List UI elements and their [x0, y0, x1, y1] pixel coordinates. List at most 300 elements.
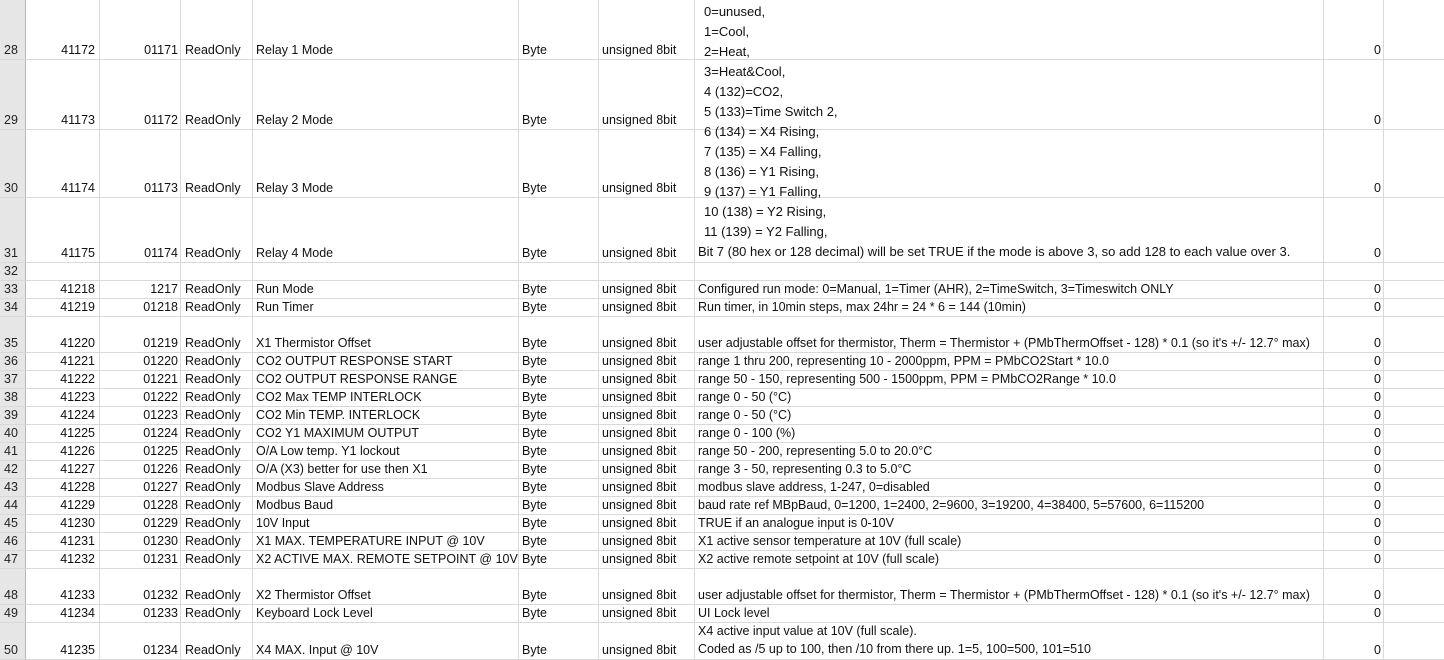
description-cell[interactable]	[695, 317, 1324, 352]
access-cell[interactable]	[181, 198, 253, 262]
parameter-name-cell[interactable]	[253, 425, 519, 442]
access-cell-text: ReadOnly	[185, 426, 241, 440]
parameter-name-cell-text: X1 Thermistor Offset	[256, 336, 371, 350]
row-number[interactable]	[0, 407, 26, 424]
format-cell[interactable]	[599, 623, 695, 659]
parameter-name-cell-text: Modbus Baud	[256, 498, 334, 512]
row-number[interactable]	[0, 389, 26, 406]
description-cell[interactable]	[695, 263, 1324, 280]
register-cell[interactable]	[100, 461, 181, 478]
table-row[interactable]	[0, 533, 1444, 551]
description-line: Coded as /5 up to 100, then /10 from there up. 1=5, 100=500, 101=510	[698, 642, 1092, 656]
format-cell[interactable]	[599, 263, 695, 280]
modbus-address-cell[interactable]	[26, 0, 100, 59]
row-number[interactable]	[0, 605, 26, 622]
parameter-name-cell[interactable]	[253, 533, 519, 550]
format-cell-text: unsigned 8bit	[602, 408, 677, 422]
register-cell[interactable]	[100, 479, 181, 496]
register-cell-text: 01172	[144, 113, 178, 127]
register-cell[interactable]	[100, 407, 181, 424]
format-cell[interactable]	[599, 461, 695, 478]
description-cell[interactable]	[695, 461, 1324, 478]
data-type-cell[interactable]	[519, 497, 599, 514]
register-cell[interactable]	[100, 389, 181, 406]
format-cell[interactable]	[599, 389, 695, 406]
modbus-address-cell[interactable]	[26, 353, 100, 370]
format-cell[interactable]	[599, 0, 695, 59]
format-cell[interactable]	[599, 425, 695, 442]
description-cell[interactable]	[695, 353, 1324, 370]
description-cell[interactable]	[695, 281, 1324, 298]
parameter-name-cell[interactable]	[253, 461, 519, 478]
data-type-cell[interactable]	[519, 371, 599, 388]
access-cell[interactable]	[181, 443, 253, 460]
format-cell-text: unsigned 8bit	[602, 246, 677, 260]
modbus-address-cell[interactable]	[26, 60, 100, 129]
register-cell-text: 01229	[143, 516, 178, 530]
register-cell[interactable]	[100, 551, 181, 568]
parameter-name-cell[interactable]	[253, 497, 519, 514]
description-cell[interactable]	[695, 515, 1324, 532]
description-cell-text: Configured run mode: 0=Manual, 1=Timer (AHR), 2=TimeSwitch, 3=Timeswitch ONLY	[698, 282, 1174, 296]
modbus-address-cell[interactable]	[26, 299, 100, 316]
empty-cell[interactable]	[1384, 623, 1444, 659]
row-number[interactable]	[0, 551, 26, 568]
relay-mode-line: 0=unused,	[704, 4, 766, 19]
format-cell[interactable]	[599, 479, 695, 496]
row-number-text: 47	[4, 552, 18, 566]
empty-cell[interactable]	[1384, 60, 1444, 129]
register-cell[interactable]	[100, 371, 181, 388]
access-cell[interactable]	[181, 605, 253, 622]
data-type-cell[interactable]	[519, 479, 599, 496]
modbus-address-cell[interactable]	[26, 515, 100, 532]
format-cell[interactable]	[599, 130, 695, 197]
value-cell[interactable]	[1324, 605, 1384, 622]
access-cell[interactable]	[181, 317, 253, 352]
description-cell[interactable]	[695, 479, 1324, 496]
access-cell[interactable]	[181, 371, 253, 388]
parameter-name-cell[interactable]	[253, 130, 519, 197]
modbus-address-cell-text: 41173	[61, 113, 95, 127]
description-cell-text: baud rate ref MBpBaud, 0=1200, 1=2400, 2=9600, 3=19200, 4=38400, 5=57600, 6=115200	[698, 498, 1205, 512]
value-cell-text: 0	[1374, 552, 1381, 566]
data-type-cell-text: Byte	[522, 113, 548, 127]
data-type-cell[interactable]	[519, 263, 599, 280]
access-cell[interactable]	[181, 461, 253, 478]
data-type-cell[interactable]	[519, 569, 599, 604]
row-number[interactable]	[0, 515, 26, 532]
format-cell[interactable]	[599, 605, 695, 622]
row-number-text: 29	[4, 113, 18, 127]
modbus-address-cell[interactable]	[26, 317, 100, 352]
value-cell[interactable]	[1324, 497, 1384, 514]
access-cell[interactable]	[181, 60, 253, 129]
parameter-name-cell[interactable]	[253, 407, 519, 424]
row-number[interactable]	[0, 130, 26, 197]
register-cell[interactable]	[100, 623, 181, 659]
row-number[interactable]	[0, 425, 26, 442]
empty-cell[interactable]	[1384, 605, 1444, 622]
data-type-cell[interactable]	[519, 443, 599, 460]
modbus-address-cell[interactable]	[26, 461, 100, 478]
description-cell[interactable]	[695, 443, 1324, 460]
row-number-text: 28	[4, 43, 18, 57]
data-type-cell[interactable]	[519, 353, 599, 370]
access-cell-text: ReadOnly	[185, 606, 241, 620]
access-cell[interactable]	[181, 551, 253, 568]
row-number[interactable]	[0, 497, 26, 514]
table-row[interactable]	[0, 479, 1444, 497]
table-row[interactable]	[0, 407, 1444, 425]
modbus-address-cell[interactable]	[26, 198, 100, 262]
access-cell[interactable]	[181, 479, 253, 496]
value-cell[interactable]	[1324, 198, 1384, 262]
empty-cell[interactable]	[1384, 551, 1444, 568]
data-type-cell[interactable]	[519, 407, 599, 424]
value-cell[interactable]	[1324, 623, 1384, 659]
parameter-name-cell[interactable]	[253, 443, 519, 460]
access-cell[interactable]	[181, 533, 253, 550]
access-cell-text: ReadOnly	[185, 516, 241, 530]
format-cell[interactable]	[599, 443, 695, 460]
format-cell[interactable]	[599, 371, 695, 388]
modbus-address-cell[interactable]	[26, 605, 100, 622]
parameter-name-cell[interactable]	[253, 569, 519, 604]
format-cell[interactable]	[599, 515, 695, 532]
parameter-name-cell-text: O/A Low temp. Y1 lockout	[256, 444, 400, 458]
row-number[interactable]	[0, 371, 26, 388]
value-cell[interactable]	[1324, 389, 1384, 406]
value-cell[interactable]	[1324, 551, 1384, 568]
format-cell[interactable]	[599, 569, 695, 604]
empty-cell[interactable]	[1384, 299, 1444, 316]
modbus-address-cell[interactable]	[26, 389, 100, 406]
value-cell-text: 0	[1374, 516, 1381, 530]
row-number-text: 50	[4, 643, 18, 657]
data-type-cell[interactable]	[519, 461, 599, 478]
value-cell[interactable]	[1324, 353, 1384, 370]
table-row[interactable]	[0, 569, 1444, 605]
empty-cell[interactable]	[1384, 407, 1444, 424]
modbus-address-cell[interactable]	[26, 263, 100, 280]
relay-mode-line: 4 (132)=CO2,	[704, 84, 784, 99]
empty-cell[interactable]	[1384, 533, 1444, 550]
value-cell[interactable]	[1324, 371, 1384, 388]
relay-mode-line: 7 (135) = X4 Falling,	[704, 144, 822, 159]
data-type-cell-text: Byte	[522, 462, 548, 476]
modbus-address-cell[interactable]	[26, 425, 100, 442]
table-row[interactable]	[0, 515, 1444, 533]
value-cell[interactable]	[1324, 281, 1384, 298]
row-number[interactable]	[0, 281, 26, 298]
description-cell-text: range 3 - 50, representing 0.3 to 5.0°C	[698, 462, 912, 476]
empty-cell[interactable]	[1384, 425, 1444, 442]
modbus-address-cell-text: 41222	[60, 372, 95, 386]
description-cell[interactable]	[695, 623, 1324, 659]
access-cell[interactable]	[181, 515, 253, 532]
access-cell-text: ReadOnly	[185, 181, 241, 195]
modbus-address-cell[interactable]	[26, 551, 100, 568]
value-cell[interactable]	[1324, 317, 1384, 352]
register-cell[interactable]	[100, 317, 181, 352]
access-cell[interactable]	[181, 353, 253, 370]
table-row[interactable]	[0, 497, 1444, 515]
register-cell[interactable]	[100, 497, 181, 514]
format-cell-text: unsigned 8bit	[602, 534, 677, 548]
access-cell[interactable]	[181, 130, 253, 197]
register-cell[interactable]	[100, 515, 181, 532]
parameter-name-cell[interactable]	[253, 605, 519, 622]
row-number[interactable]	[0, 198, 26, 262]
data-type-cell[interactable]	[519, 605, 599, 622]
format-cell[interactable]	[599, 281, 695, 298]
parameter-name-cell[interactable]	[253, 353, 519, 370]
description-cell[interactable]	[695, 533, 1324, 550]
data-type-cell-text: Byte	[522, 390, 548, 404]
format-cell[interactable]	[599, 299, 695, 316]
value-cell[interactable]	[1324, 407, 1384, 424]
empty-cell[interactable]	[1384, 371, 1444, 388]
access-cell[interactable]	[181, 299, 253, 316]
description-cell[interactable]	[695, 605, 1324, 622]
row-number[interactable]	[0, 0, 26, 59]
parameter-name-cell[interactable]	[253, 198, 519, 262]
value-cell[interactable]	[1324, 0, 1384, 59]
modbus-address-cell[interactable]	[26, 623, 100, 659]
data-type-cell[interactable]	[519, 515, 599, 532]
empty-cell[interactable]	[1384, 130, 1444, 197]
format-cell[interactable]	[599, 497, 695, 514]
value-cell[interactable]	[1324, 533, 1384, 550]
row-number[interactable]	[0, 60, 26, 129]
data-type-cell[interactable]	[519, 130, 599, 197]
row-number-text: 35	[4, 336, 18, 350]
format-cell[interactable]	[599, 407, 695, 424]
register-cell-text: 01225	[143, 444, 178, 458]
value-cell[interactable]	[1324, 569, 1384, 604]
empty-cell[interactable]	[1384, 198, 1444, 262]
register-cell[interactable]	[100, 299, 181, 316]
description-cell[interactable]	[695, 425, 1324, 442]
register-cell[interactable]	[100, 605, 181, 622]
relay-mode-line: 3=Heat&Cool,	[704, 64, 786, 79]
modbus-address-cell[interactable]	[26, 479, 100, 496]
empty-cell[interactable]	[1384, 389, 1444, 406]
table-row[interactable]	[0, 353, 1444, 371]
modbus-address-cell[interactable]	[26, 569, 100, 604]
table-row[interactable]	[0, 623, 1444, 660]
access-cell[interactable]	[181, 497, 253, 514]
data-type-cell[interactable]	[519, 551, 599, 568]
modbus-address-cell-text: 41224	[60, 408, 95, 422]
modbus-address-cell[interactable]	[26, 281, 100, 298]
empty-cell[interactable]	[1384, 263, 1444, 280]
empty-cell[interactable]	[1384, 569, 1444, 604]
access-cell-text: ReadOnly	[185, 643, 241, 657]
register-cell[interactable]	[100, 353, 181, 370]
row-number[interactable]	[0, 533, 26, 550]
row-number[interactable]	[0, 569, 26, 604]
table-row[interactable]	[0, 371, 1444, 389]
table-row[interactable]	[0, 281, 1444, 299]
register-cell[interactable]	[100, 425, 181, 442]
value-cell-text: 0	[1374, 113, 1381, 127]
modbus-address-cell[interactable]	[26, 443, 100, 460]
data-type-cell[interactable]	[519, 0, 599, 59]
table-row[interactable]	[0, 605, 1444, 623]
register-cell[interactable]	[100, 569, 181, 604]
row-number[interactable]	[0, 353, 26, 370]
description-cell[interactable]	[695, 497, 1324, 514]
access-cell[interactable]	[181, 569, 253, 604]
register-cell-text: 01171	[144, 43, 178, 57]
data-type-cell-text: Byte	[522, 336, 548, 350]
row-number[interactable]	[0, 461, 26, 478]
access-cell[interactable]	[181, 281, 253, 298]
parameter-name-cell[interactable]	[253, 60, 519, 129]
format-cell[interactable]	[599, 60, 695, 129]
data-type-cell[interactable]	[519, 281, 599, 298]
register-cell-text: 01233	[143, 606, 178, 620]
relay-mode-line: 5 (133)=Time Switch 2,	[704, 104, 838, 119]
value-cell[interactable]	[1324, 515, 1384, 532]
description-cell-text: TRUE if an analogue input is 0-10V	[698, 516, 894, 530]
data-type-cell[interactable]	[519, 623, 599, 659]
description-cell[interactable]	[695, 407, 1324, 424]
value-cell[interactable]	[1324, 299, 1384, 316]
parameter-name-cell[interactable]	[253, 479, 519, 496]
empty-cell[interactable]	[1384, 353, 1444, 370]
empty-cell[interactable]	[1384, 515, 1444, 532]
empty-cell[interactable]	[1384, 317, 1444, 352]
row-number[interactable]	[0, 443, 26, 460]
format-cell[interactable]	[599, 317, 695, 352]
parameter-name-cell[interactable]	[253, 281, 519, 298]
register-cell[interactable]	[100, 130, 181, 197]
parameter-name-cell[interactable]	[253, 623, 519, 659]
description-cell[interactable]	[695, 389, 1324, 406]
row-number-text: 39	[4, 408, 18, 422]
data-type-cell[interactable]	[519, 198, 599, 262]
value-cell[interactable]	[1324, 461, 1384, 478]
parameter-name-cell[interactable]	[253, 299, 519, 316]
data-type-cell[interactable]	[519, 317, 599, 352]
table-row[interactable]	[0, 551, 1444, 569]
parameter-name-cell[interactable]	[253, 317, 519, 352]
empty-cell[interactable]	[1384, 0, 1444, 59]
value-cell[interactable]	[1324, 425, 1384, 442]
access-cell-text: ReadOnly	[185, 534, 241, 548]
format-cell-text: unsigned 8bit	[602, 588, 677, 602]
modbus-address-cell[interactable]	[26, 533, 100, 550]
table-row[interactable]	[0, 443, 1444, 461]
row-number[interactable]	[0, 623, 26, 659]
row-number-text: 40	[4, 426, 18, 440]
data-type-cell[interactable]	[519, 60, 599, 129]
access-cell[interactable]	[181, 263, 253, 280]
register-cell[interactable]	[100, 60, 181, 129]
format-cell[interactable]	[599, 198, 695, 262]
access-cell[interactable]	[181, 623, 253, 659]
register-cell[interactable]	[100, 443, 181, 460]
modbus-address-cell[interactable]	[26, 497, 100, 514]
value-cell[interactable]	[1324, 479, 1384, 496]
access-cell[interactable]	[181, 425, 253, 442]
data-type-cell[interactable]	[519, 425, 599, 442]
empty-cell[interactable]	[1384, 497, 1444, 514]
value-cell-text: 0	[1374, 282, 1381, 296]
format-cell[interactable]	[599, 551, 695, 568]
table-row[interactable]	[0, 317, 1444, 353]
value-cell[interactable]	[1324, 130, 1384, 197]
access-cell[interactable]	[181, 407, 253, 424]
description-cell[interactable]	[695, 371, 1324, 388]
modbus-address-cell[interactable]	[26, 130, 100, 197]
value-cell[interactable]	[1324, 60, 1384, 129]
description-cell-text: range 1 thru 200, representing 10 - 2000ppm, PPM = PMbCO2Start * 10.0	[698, 354, 1109, 368]
table-row[interactable]	[0, 389, 1444, 407]
access-cell[interactable]	[181, 0, 253, 59]
table-row[interactable]	[0, 461, 1444, 479]
empty-cell[interactable]	[1384, 443, 1444, 460]
format-cell[interactable]	[599, 353, 695, 370]
value-cell[interactable]	[1324, 263, 1384, 280]
data-type-cell[interactable]	[519, 533, 599, 550]
register-cell[interactable]	[100, 533, 181, 550]
table-row[interactable]	[0, 425, 1444, 443]
parameter-name-cell[interactable]	[253, 515, 519, 532]
parameter-name-cell[interactable]	[253, 0, 519, 59]
register-cell[interactable]	[100, 198, 181, 262]
row-number[interactable]	[0, 299, 26, 316]
description-cell[interactable]	[695, 551, 1324, 568]
register-cell[interactable]	[100, 0, 181, 59]
empty-cell[interactable]	[1384, 461, 1444, 478]
row-number[interactable]	[0, 479, 26, 496]
data-type-cell[interactable]	[519, 389, 599, 406]
parameter-name-cell[interactable]	[253, 263, 519, 280]
value-cell[interactable]	[1324, 443, 1384, 460]
row-number[interactable]	[0, 317, 26, 352]
table-row[interactable]	[0, 263, 1444, 281]
empty-cell[interactable]	[1384, 479, 1444, 496]
access-cell-text: ReadOnly	[185, 588, 241, 602]
modbus-address-cell[interactable]	[26, 407, 100, 424]
format-cell[interactable]	[599, 533, 695, 550]
data-type-cell[interactable]	[519, 299, 599, 316]
description-cell[interactable]	[695, 299, 1324, 316]
parameter-name-cell[interactable]	[253, 371, 519, 388]
description-cell[interactable]	[695, 569, 1324, 604]
row-number[interactable]	[0, 263, 26, 280]
parameter-name-cell-text: CO2 Min TEMP. INTERLOCK	[256, 408, 421, 422]
register-cell[interactable]	[100, 281, 181, 298]
access-cell[interactable]	[181, 389, 253, 406]
relay-mode-description[interactable]	[698, 2, 1290, 262]
data-type-cell-text: Byte	[522, 300, 548, 314]
parameter-name-cell[interactable]	[253, 551, 519, 568]
empty-cell[interactable]	[1384, 281, 1444, 298]
format-cell-text: unsigned 8bit	[602, 300, 677, 314]
parameter-name-cell[interactable]	[253, 389, 519, 406]
register-cell-text: 01174	[144, 246, 178, 260]
modbus-address-cell[interactable]	[26, 371, 100, 388]
parameter-name-cell-text: CO2 Max TEMP INTERLOCK	[256, 390, 422, 404]
format-cell-text: unsigned 8bit	[602, 354, 677, 368]
table-row[interactable]	[0, 299, 1444, 317]
register-cell[interactable]	[100, 263, 181, 280]
